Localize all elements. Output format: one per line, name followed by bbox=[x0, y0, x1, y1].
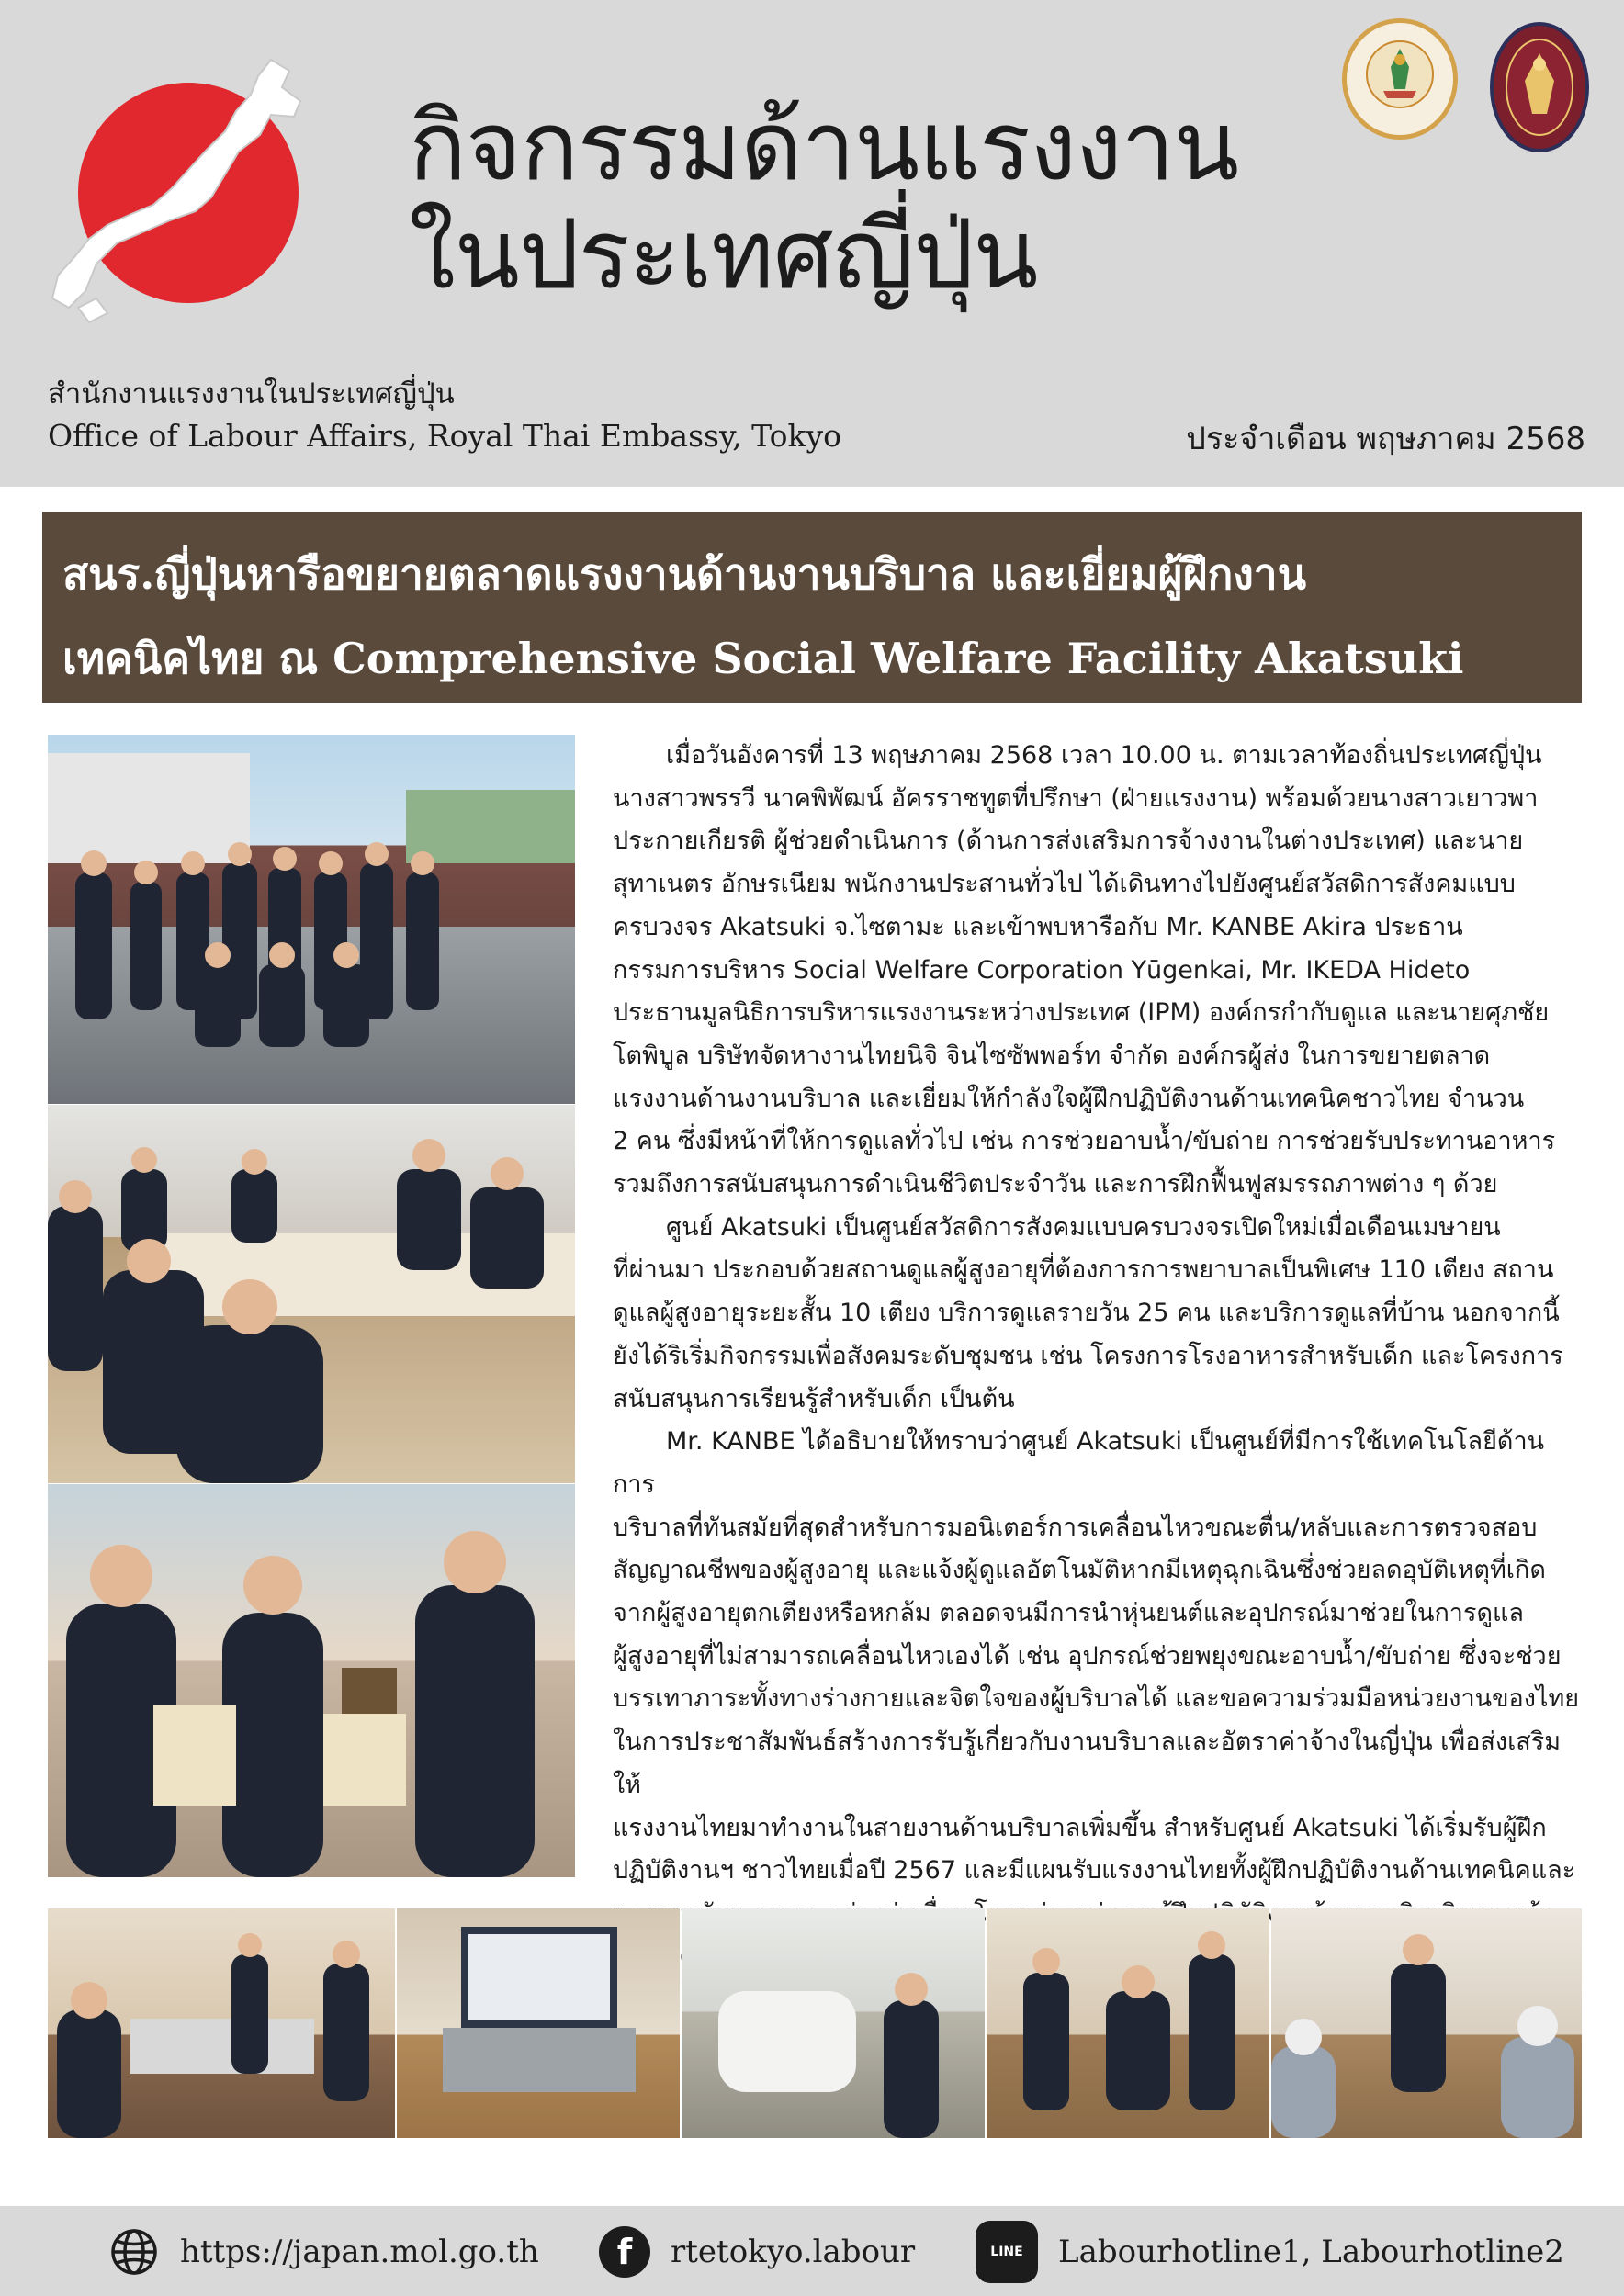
photo-gift-presentation bbox=[48, 1484, 575, 1877]
photo-strip-exercise bbox=[1271, 1908, 1582, 2138]
photo-meeting-table bbox=[48, 1105, 575, 1483]
article-line: ประธานมูลนิธิการบริหารแรงงานระหว่างประเทศ (IPM) องค์กรกำกับดูแล และนายศุภชัย bbox=[613, 998, 1550, 1028]
photo-strip-bath-equipment bbox=[682, 1908, 985, 2138]
photo-strip-laptop bbox=[397, 1908, 680, 2138]
article-line: บรรเทาภาระทั้งทางร่างกายและจิตใจของผู้บริบาลได้ และขอความร่วมมือหน่วยงานของไทย bbox=[613, 1684, 1580, 1714]
footer-line[interactable] bbox=[976, 2226, 1564, 2278]
article-line: 2 คน ซึ่งมีหน้าที่ให้การดูแลทั่วไป เช่น การช่วยอาบน้ำ/ขับถ่าย การช่วยรับประทานอาหาร bbox=[613, 1127, 1556, 1156]
article-line: ครบวงจร Akatsuki จ.ไซตามะ และเข้าพบหารือกับ Mr. KANBE Akira ประธาน bbox=[613, 912, 1463, 941]
line-app-icon: LINE bbox=[976, 2221, 1038, 2283]
japan-map-logo bbox=[41, 51, 317, 326]
article-line: บริบาลที่ทันสมัยที่สุดสำหรับการมอนิเตอร์การเคลื่อนไหวขณะตื่น/หลับและการตรวจสอบ bbox=[613, 1513, 1538, 1542]
article-headline bbox=[42, 512, 1582, 703]
facebook-icon: f bbox=[599, 2226, 650, 2278]
photo-strip-bed-room bbox=[48, 1908, 395, 2138]
article-line: ปฏิบัติงานฯ ชาวไทยเมื่อปี 2567 และมีแผนรับแรงงานไทยทั้งผู้ฝึกปฏิบัติงานด้านเทคนิคและ bbox=[613, 1856, 1576, 1885]
photo-strip-care-training bbox=[987, 1908, 1269, 2138]
article-line: นางสาวพรรวี นาคพิพัฒน์ อัครราชทูตที่ปรึกษา (ฝ่ายแรงงาน) พร้อมด้วยนางสาวเยาวพา bbox=[613, 783, 1539, 813]
royal-thai-embassy-seal bbox=[1490, 22, 1589, 152]
article-line: สุทาเนตร อักษรเนียม พนักงานประสานทั่วไป ได้เดินทางไปยังศูนย์สวัสดิการสังคมแบบ bbox=[613, 870, 1516, 899]
article-line: แรงงานไทยมาทำงานในสายงานด้านบริบาลเพิ่มขึ้น สำหรับศูนย์ Akatsuki ได้เริ่มรับผู้ฝึก bbox=[613, 1813, 1547, 1842]
globe-icon bbox=[108, 2226, 160, 2278]
photo-group-outside-facility bbox=[48, 735, 575, 1104]
page-title bbox=[409, 92, 1327, 309]
article-line: แรงงานด้านงานบริบาล และเยี่ยมให้กำลังใจผู้ฝึกปฏิบัติงานด้านเทคนิคชาวไทย จำนวน bbox=[613, 1084, 1525, 1113]
article-line: สัญญาณชีพของผู้สูงอายุ และแจ้งผู้ดูแลอัตโนมัติหากมีเหตุฉุกเฉินซึ่งช่วยลดอุบัติเหตุที่เกิด bbox=[613, 1556, 1546, 1585]
article-line: จากผู้สูงอายุตกเตียงหรือหกล้ม ตลอดจนมีการนำหุ่นยนต์และอุปกรณ์มาช่วยในการดูแล bbox=[613, 1599, 1524, 1628]
facebook-link[interactable]: rtetokyo.labour bbox=[671, 2234, 916, 2270]
article-line: รวมถึงการสนับสนุนการดำเนินชีวิตประจำวัน และการฝึกฟื้นฟูสมรรถภาพต่าง ๆ ด้วย bbox=[613, 1170, 1498, 1199]
footer bbox=[0, 2206, 1624, 2296]
footer-facebook[interactable] bbox=[599, 2226, 915, 2278]
headline-line-1: สนร.ญี่ปุ่นหารือขยายตลาดแรงงานด้านงานบริบาล และเยี่ยมผู้ฝึกงาน bbox=[62, 549, 1307, 599]
office-name-english: Office of Labour Affairs, Royal Thai Embassy, Tokyo bbox=[48, 418, 842, 454]
title-line-1: กิจกรรมด้านแรงงาน bbox=[409, 90, 1239, 202]
article-line: ดูแลผู้สูงอายุระยะสั้น 10 เตียง บริการดูแลรายวัน 25 คน และบริการดูแลที่บ้าน นอกจากนี้ bbox=[613, 1299, 1560, 1328]
ministry-of-labour-seal bbox=[1342, 18, 1458, 140]
article-line: ในการประชาสัมพันธ์สร้างการรับรู้เกี่ยวกับงานบริบาลและอัตราค่าจ้างในญี่ปุ่น เพื่อส่งเสริมให้ bbox=[613, 1728, 1562, 1799]
article-line: เมื่อวันอังคารที่ 13 พฤษภาคม 2568 เวลา 10.00 น. ตามเวลาท้องถิ่นประเทศญี่ปุ่น bbox=[666, 741, 1542, 770]
article-line: กรรมการบริหาร Social Welfare Corporation Yūgenkai, Mr. IKEDA Hideto bbox=[613, 955, 1471, 985]
article-line: ที่ผ่านมา ประกอบด้วยสถานดูแลผู้สูงอายุที่ต้องการการพยาบาลเป็นพิเศษ 110 เตียง สถาน bbox=[613, 1255, 1554, 1285]
footer-website[interactable] bbox=[108, 2226, 539, 2278]
article-line: ยังได้ริเริ่มกิจกรรมเพื่อสังคมระดับชุมชน เช่น โครงการโรงอาหารสำหรับเด็ก และโครงการ bbox=[613, 1341, 1563, 1370]
issue-month: ประจำเดือน พฤษภาคม 2568 bbox=[1186, 421, 1585, 457]
headline-line-2: เทคนิคไทย ณ Comprehensive Social Welfare Facility Akatsuki bbox=[62, 634, 1464, 683]
title-line-2: ในประเทศญี่ปุ่น bbox=[409, 198, 1038, 310]
line-hotline-ids[interactable]: Labourhotline1, Labourhotline2 bbox=[1058, 2234, 1564, 2270]
website-link[interactable]: https://japan.mol.go.th bbox=[180, 2234, 539, 2270]
article-line: ประกายเกียรติ ผู้ช่วยดำเนินการ (ด้านการส่งเสริมการจ้างงานในต่างประเทศ) และนาย bbox=[613, 827, 1524, 856]
article-line: ศูนย์ Akatsuki เป็นศูนย์สวัสดิการสังคมแบบครบวงจรเปิดใหม่เมื่อเดือนเมษายน bbox=[666, 1212, 1501, 1242]
article-line: Mr. KANBE ได้อธิบายให้ทราบว่าศูนย์ Akatsuki เป็นศูนย์ที่มีการใช้เทคโนโลยีด้านการ bbox=[613, 1427, 1545, 1499]
header bbox=[0, 0, 1624, 487]
article-line: ผู้สูงอายุที่ไม่สามารถเคลื่อนไหวเองได้ เช่น อุปกรณ์ช่วยพยุงขณะอาบน้ำ/ขับถ่าย ซึ่งจะช่วย bbox=[613, 1641, 1562, 1671]
article-body bbox=[613, 735, 1583, 1978]
office-name-thai: สำนักงานแรงงานในประเทศญี่ปุ่น bbox=[48, 377, 455, 411]
article-line: โตพิบูล บริษัทจัดหางานไทยนิจิ จินไซซัพพอร์ท จำกัด องค์กรผู้ส่ง ในการขยายตลาด bbox=[613, 1041, 1491, 1070]
article-line: สนับสนุนการเรียนรู้สำหรับเด็ก เป็นต้น bbox=[613, 1384, 1015, 1413]
